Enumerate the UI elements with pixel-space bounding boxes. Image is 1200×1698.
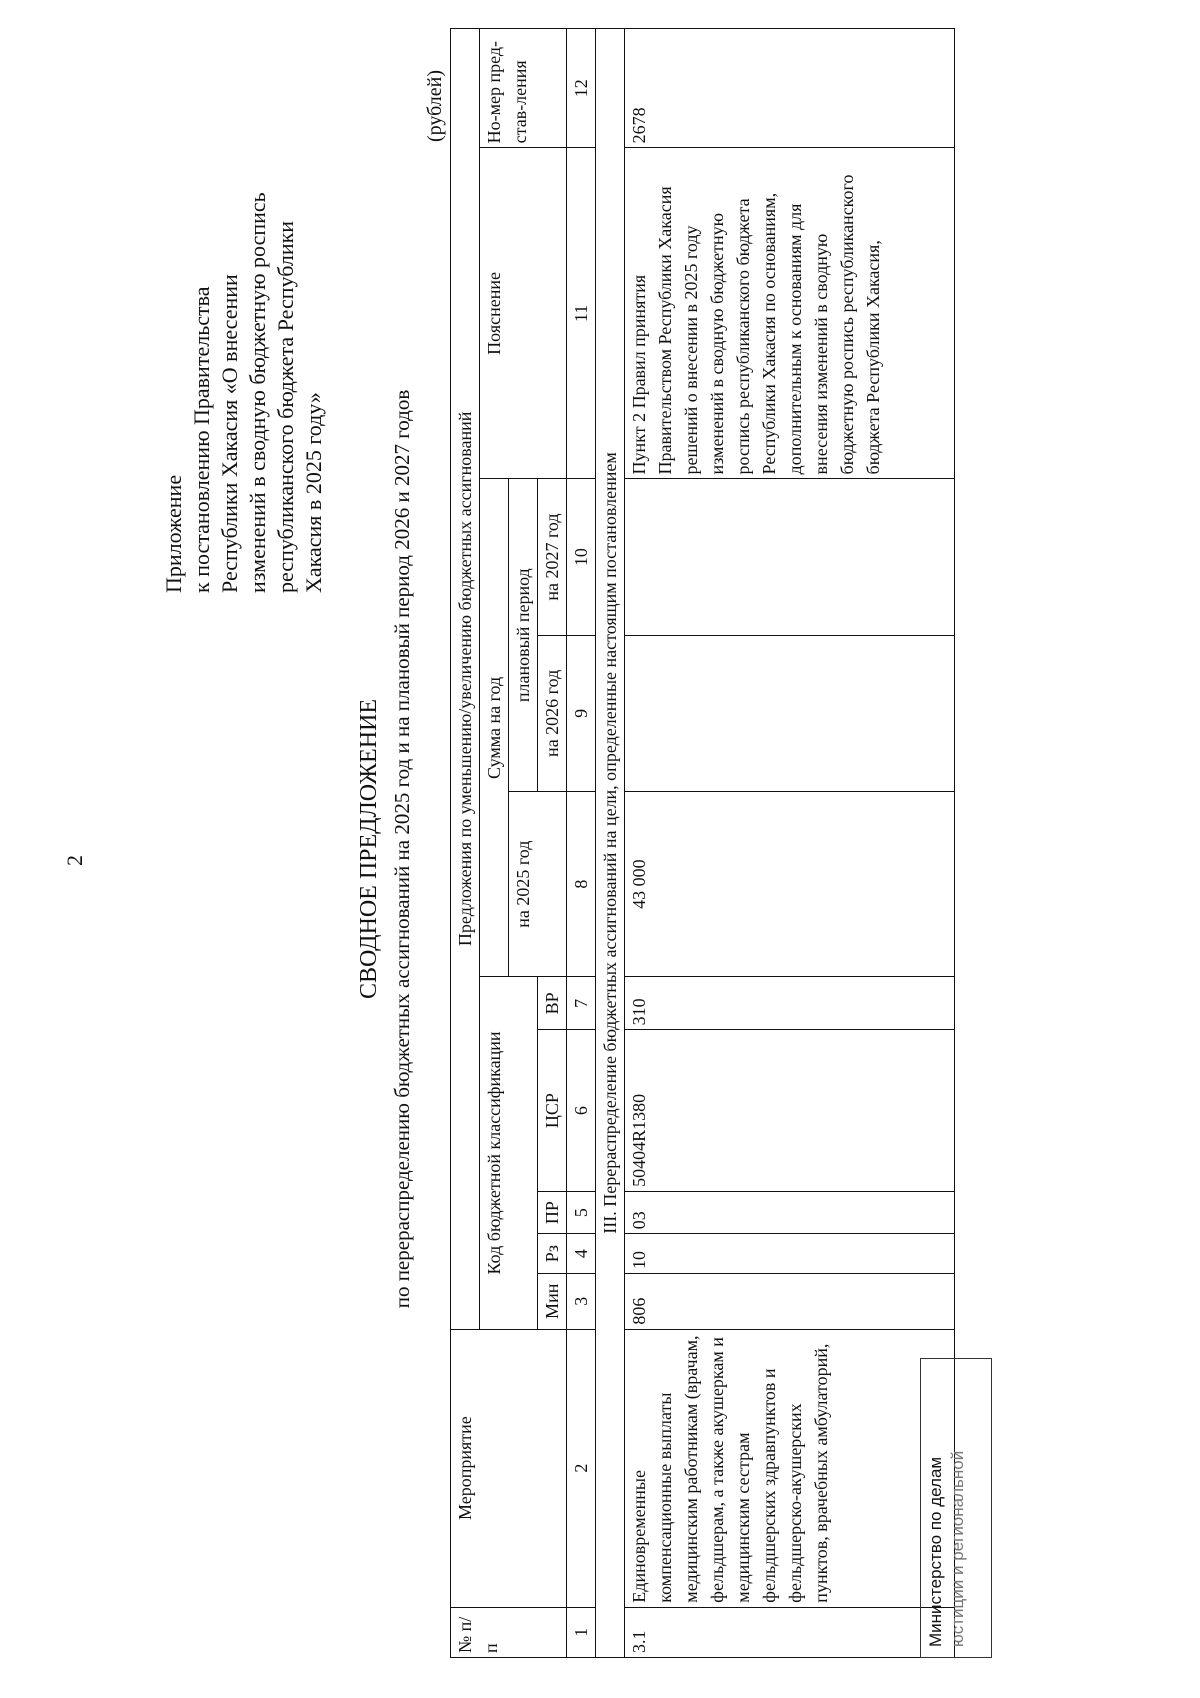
section-title: III. Перераспределение бюджетных ассигнований на цели, определенные настоящим постановлением <box>596 29 625 1658</box>
col-number: 9 <box>567 635 596 791</box>
header-2026: на 2026 год <box>538 635 567 791</box>
appendix-line: изменений в сводную бюджетную роспись <box>245 192 270 593</box>
stamp-line: юстиции и региональной <box>948 1450 967 1647</box>
row-rep-number: 2678 <box>625 29 955 148</box>
header-group-title: Предложения по уменьшению/увеличению бюджетных ассигнований <box>451 29 480 1330</box>
header-event: Мероприятие <box>451 1329 567 1607</box>
table-row <box>625 29 955 1658</box>
col-number: 3 <box>567 1273 596 1329</box>
col-number: 2 <box>567 1329 596 1607</box>
appendix-line: Республики Хакасия «О внесении <box>217 274 242 593</box>
row-rz: 10 <box>625 1234 955 1274</box>
col-number: 1 <box>567 1607 596 1657</box>
row-csr: 50404R1380 <box>625 1030 955 1192</box>
appendix-block <box>160 192 328 593</box>
col-number: 4 <box>567 1234 596 1274</box>
row-event: Единовременные компенсационные выплаты медицинским работникам (врачам, фельдшерам, а также акушеркам и медицинским сестрам фельдшерских здравпунктов и фельдшерско-акушерских пунктов, врачебных амбулаторий, <box>625 1329 955 1607</box>
row-vr: 310 <box>625 977 955 1030</box>
appendix-line: республиканского бюджета Республики <box>273 220 298 593</box>
col-number: 11 <box>567 148 596 479</box>
page-number: 2 <box>62 855 87 866</box>
col-number: 7 <box>567 977 596 1030</box>
header-sum-group: Сумма на год <box>480 479 509 977</box>
header-vr: ВР <box>538 977 567 1030</box>
header-code-group: Код бюджетной классификации <box>480 977 538 1329</box>
units-label: (рублей) <box>424 69 446 142</box>
header-2027: на 2027 год <box>538 479 567 635</box>
col-number: 6 <box>567 1030 596 1192</box>
ministry-stamp <box>920 1358 992 1658</box>
appendix-line: к постановлению Правительства <box>189 286 214 593</box>
appendix-line: Хакасия в 2025 году» <box>301 392 326 593</box>
header-min: Мин <box>538 1273 567 1329</box>
header-num: № п/п <box>451 1607 567 1657</box>
header-planned: плановый период <box>509 479 538 792</box>
row-min: 806 <box>625 1273 955 1329</box>
stamp-line: Министерство по делам <box>926 1456 945 1647</box>
column-number-row <box>567 29 596 1658</box>
appendix-line: Приложение <box>161 474 186 593</box>
document-title: СВОДНОЕ ПРЕДЛОЖЕНИЕ <box>356 698 382 1000</box>
budget-table <box>450 28 955 1658</box>
header-rep-number: Но-мер пред-став-ления <box>480 29 567 148</box>
row-2027 <box>625 479 955 635</box>
header-2025: на 2025 год <box>509 791 567 976</box>
row-2025: 43 000 <box>625 791 955 976</box>
header-rz: Рз <box>538 1234 567 1274</box>
col-number: 5 <box>567 1191 596 1233</box>
document-subtitle: по перераспределению бюджетных ассигнований на 2025 год и на плановый период 2026 и 2027 годов <box>390 389 414 1309</box>
col-number: 10 <box>567 479 596 635</box>
row-2026 <box>625 635 955 791</box>
header-csr: ЦСР <box>538 1030 567 1192</box>
col-number: 8 <box>567 791 596 976</box>
row-pr: 03 <box>625 1191 955 1233</box>
row-num: 3.1 <box>625 1607 955 1657</box>
header-explanation: Пояснение <box>480 148 567 479</box>
header-pr: ПР <box>538 1191 567 1233</box>
row-explanation: Пункт 2 Правил принятия Правительством Республики Хакасия решений о внесении в 2025 году изменений в сводную бюджетную роспись республиканского бюджета Республики Хакасия по основаниям, дополнительным к основаниям для внесения изменений в сводную бюджетную роспись республиканского бюджета Республики Хакасия, <box>625 148 955 479</box>
col-number: 12 <box>567 29 596 148</box>
